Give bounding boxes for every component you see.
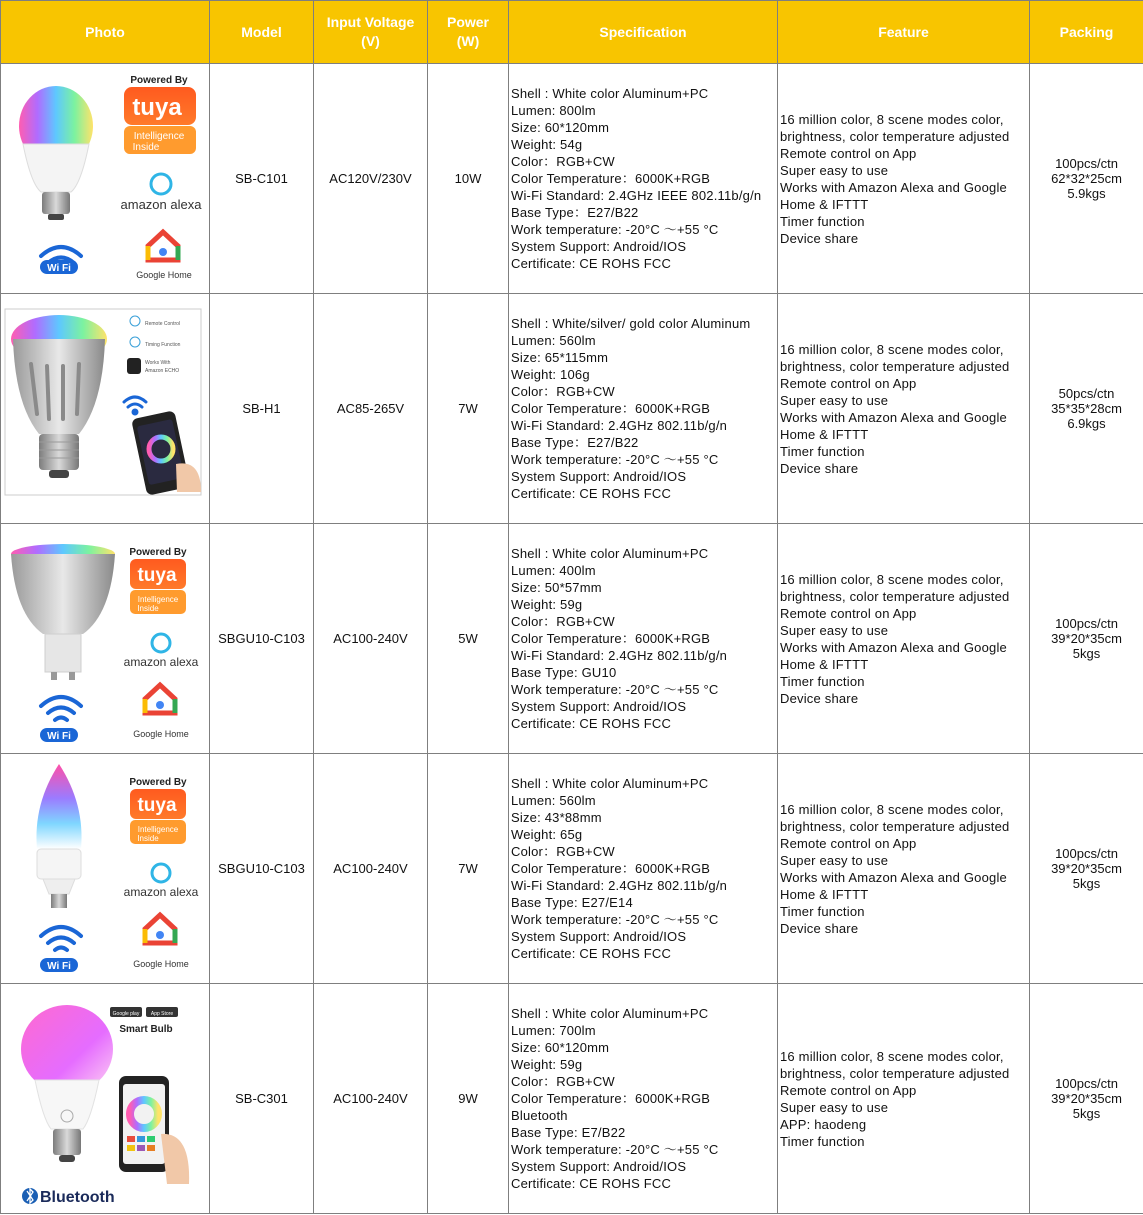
text-line: Remote control on App [780,375,917,391]
text-line: Shell : White color Aluminum+PC [511,1006,709,1021]
wifi-badge [40,958,78,972]
google-home-text: Google Home [133,959,189,969]
inside-text: Inside [137,604,159,613]
spec-cell [509,524,778,754]
text-line: Size: 43*88mm [511,810,602,825]
header-photo: Photo [1,1,210,64]
power-cell: 10W [428,64,509,294]
text-line: brightness, color temperature adjusted [780,1065,1010,1081]
app-store-badges [110,1007,178,1035]
text-line: 100pcs/ctn [1055,846,1118,861]
text-line: Certificate: CE ROHS FCC [511,1176,672,1191]
text-line: Wi-Fi Standard: 2.4GHz 802.11b/g/n [511,418,728,433]
bulb-image [1,984,209,1213]
intelligence-text: Intelligence [133,131,185,142]
text-line: System Support: Android/IOS [511,929,687,944]
product-photo-cell [1,524,210,754]
packing-cell [1030,294,1143,524]
text-line: Work temperature: -20°C ～+55 °C [511,912,719,927]
intelligence-text: Intelligence [137,825,179,834]
text-line: Lumen: 700lm [511,1023,596,1038]
text-line: Super easy to use [780,392,889,408]
inside-text: Inside [137,834,159,843]
header-voltage-line2: (V) [361,33,380,49]
text-line: Shell : White color Aluminum+PC [511,86,709,101]
google-play-text: Google play [112,1011,140,1017]
text-line: Base Type: E7/B22 [511,1125,626,1140]
text-line: Super easy to use [780,852,889,868]
text-line: Certificate: CE ROHS FCC [511,256,672,271]
text-line: 62*32*25cm [1051,171,1122,186]
feature-cell [778,524,1030,754]
voltage-cell: AC120V/230V [314,64,428,294]
text-line: System Support: Android/IOS [511,699,687,714]
text-line: 5kgs [1072,646,1101,661]
text-line: 35*35*28cm [1051,401,1122,416]
intelligence-text: Intelligence [137,595,179,604]
text-line: Home & IFTTT [780,886,869,902]
tuya-text: tuya [132,94,182,121]
product-photo-cell [1,294,210,524]
timing-function-text: Timing Function [145,342,181,348]
text-line: Wi-Fi Standard: 2.4GHz 802.11b/g/n [511,878,728,893]
google-home-icon [133,685,189,739]
text-line: 16 million color, 8 scene modes color, [780,341,1004,357]
packing-cell [1030,984,1143,1214]
model-cell: SBGU10-C103 [210,754,314,984]
text-line: 5kgs [1072,876,1101,891]
text-line: Super easy to use [780,622,889,638]
text-line: Weight: 59g [511,597,583,612]
table-row [1,984,1143,1214]
text-line: Lumen: 560lm [511,793,596,808]
text-line: 100pcs/ctn [1055,616,1118,631]
text-line: Device share [780,690,859,706]
text-line: 100pcs/ctn [1055,1076,1118,1091]
text-line: Size: 50*57mm [511,580,602,595]
text-line: Timer function [780,903,865,919]
bulb-image [1,294,209,523]
text-line: 39*20*35cm [1051,631,1122,646]
wifi-icon [41,697,81,720]
header-power-line2: (W) [456,33,480,49]
text-line: 16 million color, 8 scene modes color, [780,111,1004,127]
phone-image [119,1076,189,1184]
google-home-text: Google Home [136,270,192,280]
text-line: brightness, color temperature adjusted [780,358,1010,374]
feature-cell [778,754,1030,984]
text-line: Base Type: E27/E14 [511,895,633,910]
text-line: Super easy to use [780,162,889,178]
works-with-text: Works With [145,360,171,366]
wifi-text: Wi Fi [47,263,71,274]
model-cell: SB-H1 [210,294,314,524]
text-line: 16 million color, 8 scene modes color, [780,1048,1004,1064]
bulb-image [1,64,209,293]
smart-bulb-text: Smart Bulb [119,1024,173,1035]
packing-cell [1030,754,1143,984]
text-line: Weight: 65g [511,827,583,842]
text-line: Color：RGB+CW [511,384,615,399]
text-line: Works with Amazon Alexa and Google [780,639,1007,655]
power-cell: 5W [428,524,509,754]
text-line: Timer function [780,673,865,689]
text-line: Home & IFTTT [780,196,869,212]
text-line: Weight: 59g [511,1057,583,1072]
wifi-icon [41,927,81,950]
text-line: Device share [780,460,859,476]
product-photo-cell [1,64,210,294]
amazon-alexa-text: amazon alexa [123,655,199,669]
text-line: 5.9kgs [1067,186,1106,201]
feature-cell [778,64,1030,294]
spec-cell [509,984,778,1214]
text-line: System Support: Android/IOS [511,469,687,484]
feature-cell [778,294,1030,524]
table-row [1,64,1143,294]
text-line: Certificate: CE ROHS FCC [511,946,672,961]
google-home-text: Google Home [133,729,189,739]
text-line: 100pcs/ctn [1055,156,1118,171]
tuya-badge [124,75,196,154]
text-line: Weight: 54g [511,137,583,152]
bluetooth-text: Bluetooth [40,1189,115,1206]
header-power-line1: Power [446,14,489,30]
voltage-cell: AC85-265V [314,294,428,524]
voltage-cell: AC100-240V [314,984,428,1214]
text-line: 5kgs [1072,1106,1101,1121]
wifi-badge [40,728,78,742]
bulb-image [1,524,209,753]
text-line: Color Temperature：6000K+RGB [511,861,711,876]
power-cell: 7W [428,754,509,984]
model-cell: SB-C101 [210,64,314,294]
powered-by-text: Powered By [129,777,187,788]
app-store-text: App Store [150,1011,174,1017]
table-row [1,524,1143,754]
text-line: Shell : White color Aluminum+PC [511,776,709,791]
text-line: Works with Amazon Alexa and Google [780,179,1007,195]
packing-cell [1030,524,1143,754]
powered-by-text: Powered By [130,75,188,86]
tuya-badge [129,547,187,614]
text-line: Size: 60*120mm [511,1040,610,1055]
text-line: Device share [780,230,859,246]
bluetooth-logo [22,1188,115,1206]
text-line: Size: 65*115mm [511,350,609,365]
amazon-alexa-text: amazon alexa [120,197,202,212]
text-line: Lumen: 560lm [511,333,596,348]
alexa-icon [124,864,199,899]
alexa-icon [121,174,203,212]
powered-by-text: Powered By [129,547,187,558]
table-row [1,294,1143,524]
bulb-image [1,754,209,983]
header-specification: Specification [509,1,778,64]
wifi-text: Wi Fi [47,961,71,972]
power-cell: 9W [428,984,509,1214]
text-line: Size: 60*120mm [511,120,610,135]
text-line: 39*20*35cm [1051,861,1122,876]
text-line: Weight: 106g [511,367,590,382]
header-row [1,1,1143,64]
text-line: Remote control on App [780,605,917,621]
feature-cell [778,984,1030,1214]
text-line: Certificate: CE ROHS FCC [511,716,672,731]
text-line: 16 million color, 8 scene modes color, [780,571,1004,587]
alexa-icon [124,634,199,669]
text-line: Remote control on App [780,1082,917,1098]
voltage-cell: AC100-240V [314,754,428,984]
text-line: System Support: Android/IOS [511,1159,687,1174]
text-line: System Support: Android/IOS [511,239,687,254]
text-line: 39*20*35cm [1051,1091,1122,1106]
text-line: Color：RGB+CW [511,154,615,169]
text-line: APP: haodeng [780,1116,867,1132]
text-line: Wi-Fi Standard: 2.4GHz IEEE 802.11b/g/n [511,188,762,203]
text-line: Remote control on App [780,145,917,161]
voltage-cell: AC100-240V [314,524,428,754]
tuya-badge [129,777,187,844]
table-row [1,754,1143,984]
text-line: Works with Amazon Alexa and Google [780,869,1007,885]
text-line: Timer function [780,213,865,229]
text-line: Shell : White/silver/ gold color Aluminum [511,316,751,331]
text-line: Wi-Fi Standard: 2.4GHz 802.11b/g/n [511,648,728,663]
text-line: Timer function [780,443,865,459]
text-line: Color Temperature：6000K+RGB [511,631,711,646]
text-line: Color：RGB+CW [511,614,615,629]
product-photo-cell [1,754,210,984]
header-model: Model [210,1,314,64]
model-cell: SB-C301 [210,984,314,1214]
spec-cell [509,64,778,294]
text-line: Base Type: GU10 [511,665,617,680]
packing-cell [1030,64,1143,294]
text-line: Base Type：E27/B22 [511,435,639,450]
text-line: Home & IFTTT [780,656,869,672]
header-input-voltage [314,1,428,64]
model-cell: SBGU10-C103 [210,524,314,754]
text-line: brightness, color temperature adjusted [780,588,1010,604]
header-packing: Packing [1030,1,1143,64]
text-line: Home & IFTTT [780,426,869,442]
spec-cell [509,294,778,524]
text-line: Lumen: 400lm [511,563,596,578]
text-line: Work temperature: -20°C ～+55 °C [511,682,719,697]
text-line: Device share [780,920,859,936]
text-line: Remote control on App [780,835,917,851]
text-line: Certificate: CE ROHS FCC [511,486,672,501]
remote-control-text: Remote Control [145,321,181,327]
text-line: Color：RGB+CW [511,844,615,859]
product-photo-cell [1,984,210,1214]
text-line: Work temperature: -20°C ～+55 °C [511,1142,719,1157]
text-line: Color Temperature：6000K+RGB [511,171,711,186]
power-cell: 7W [428,294,509,524]
text-line: Super easy to use [780,1099,889,1115]
tuya-text: tuya [137,795,177,816]
text-line: Color Temperature：6000K+RGB [511,1091,711,1106]
header-power [428,1,509,64]
text-line: Base Type：E27/B22 [511,205,639,220]
text-line: Bluetooth [511,1108,568,1123]
header-voltage-line1: Input Voltage [326,14,415,30]
text-line: Shell : White color Aluminum+PC [511,546,709,561]
google-home-icon [136,232,192,280]
amazon-alexa-text: amazon alexa [123,885,199,899]
header-feature: Feature [778,1,1030,64]
text-line: brightness, color temperature adjusted [780,818,1010,834]
wifi-text: Wi Fi [47,731,71,742]
spec-cell [509,754,778,984]
text-line: 16 million color, 8 scene modes color, [780,801,1004,817]
amazon-echo-text: Amazon ECHO [145,368,180,374]
text-line: Work temperature: -20°C ～+55 °C [511,452,719,467]
text-line: Timer function [780,1133,865,1149]
text-line: Color Temperature：6000K+RGB [511,401,711,416]
wifi-badge [40,260,78,274]
text-line: Color：RGB+CW [511,1074,615,1089]
text-line: 50pcs/ctn [1058,386,1115,401]
tuya-text: tuya [137,565,177,586]
text-line: Lumen: 800lm [511,103,596,118]
google-home-icon [133,915,189,969]
text-line: Works with Amazon Alexa and Google [780,409,1007,425]
inside-text: Inside [132,142,160,153]
text-line: Work temperature: -20°C ～+55 °C [511,222,719,237]
text-line: 6.9kgs [1067,416,1106,431]
text-line: brightness, color temperature adjusted [780,128,1010,144]
